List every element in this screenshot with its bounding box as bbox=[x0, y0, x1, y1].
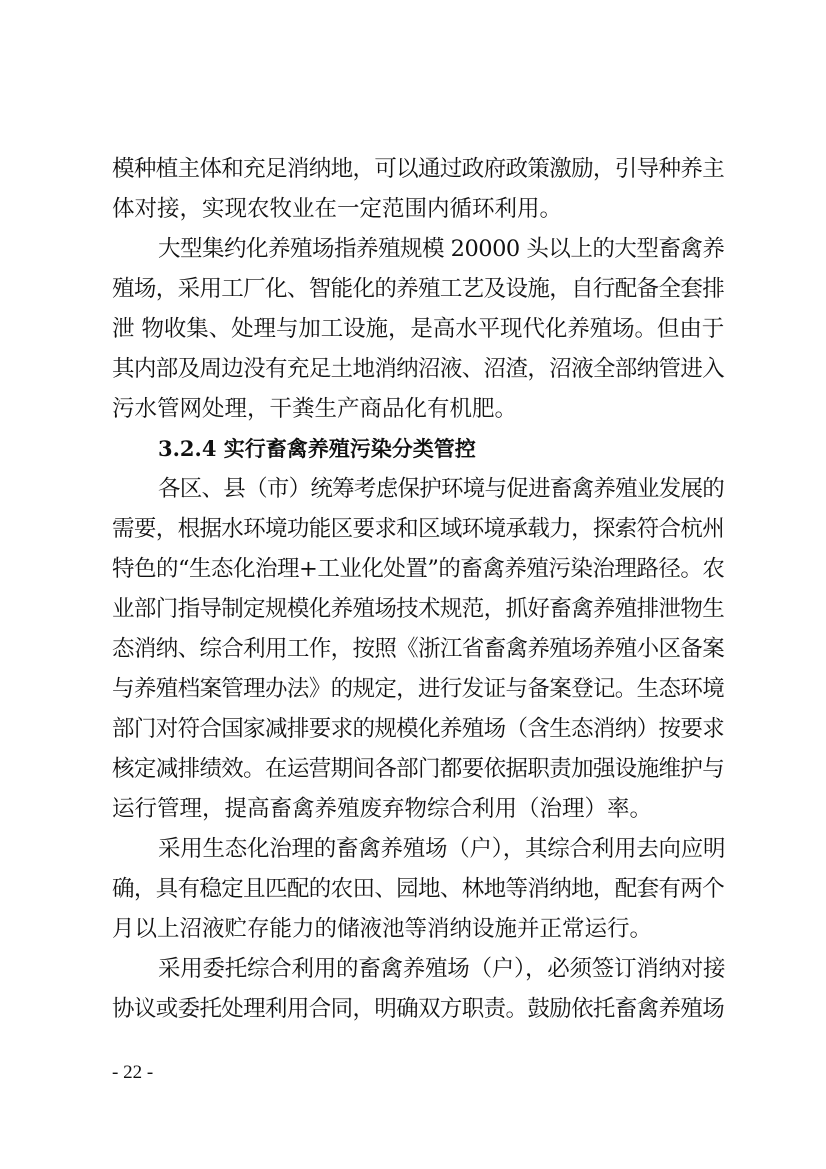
paragraph-4-line-2: 确，具有稳定且匹配的农田、园地、林地等消纳地，配套有两个 bbox=[112, 876, 724, 902]
paragraph-3-line-5: 态消纳、综合利用工作，按照《浙江省畜禽养殖场养殖小区备案 bbox=[112, 636, 724, 662]
paragraph-3-line-7: 部门对符合国家减排要求的规模化养殖场（含生态消纳）按要求 bbox=[112, 716, 724, 742]
page-number: - 22 - bbox=[112, 1062, 154, 1083]
paragraph-1-line-2: 体对接，实现农牧业在一定范围内循环利用。 bbox=[112, 196, 563, 222]
paragraph-2-line-2: 殖场，采用工厂化、智能化的养殖工艺及设施，自行配备全套排 bbox=[112, 276, 724, 302]
paragraph-2-line-5: 污水管网处理，干粪生产商品化有机肥。 bbox=[112, 396, 518, 422]
paragraph-3-line-3: 特色的“生态化治理+工业化处置”的畜禽养殖污染治理路径。农 bbox=[112, 556, 725, 582]
paragraph-5-line-2: 协议或委托处理利用合同，明确双方职责。鼓励依托畜禽养殖场 bbox=[112, 996, 724, 1022]
paragraph-5-line-1: 采用委托综合利用的畜禽养殖场（户），必须签订消纳对接 bbox=[158, 956, 726, 982]
paragraph-4-line-3: 月以上沼液贮存能力的储液池等消纳设施并正常运行。 bbox=[112, 916, 653, 942]
paragraph-2-line-4: 其内部及周边没有充足土地消纳沼液、沼渣，沼液全部纳管进入 bbox=[112, 356, 724, 382]
paragraph-2-line-1: 大型集约化养殖场指养殖规模 20000 头以上的大型畜禽养 bbox=[158, 236, 725, 262]
paragraph-3-line-2: 需要，根据水环境功能区要求和区域环境承载力，探索符合杭州 bbox=[112, 516, 724, 542]
paragraph-3-line-1: 各区、县（市）统筹考虑保护环境与促进畜禽养殖业发展的 bbox=[158, 476, 724, 502]
paragraph-3-line-8: 核定减排绩效。在运营期间各部门都要依据职责加强设施维护与 bbox=[112, 756, 724, 782]
section-heading: 3.2.4 实行畜禽养殖污染分类管控 bbox=[158, 436, 476, 461]
paragraph-3-line-9: 运行管理，提高畜禽养殖废弃物综合利用（治理）率。 bbox=[112, 796, 653, 822]
paragraph-3-line-6: 与养殖档案管理办法》的规定，进行发证与备案登记。生态环境 bbox=[112, 676, 724, 702]
paragraph-4-line-1: 采用生态化治理的畜禽养殖场（户），其综合利用去向应明 bbox=[158, 836, 726, 862]
paragraph-3-line-4: 业部门指导制定规模化养殖场技术规范，抓好畜禽养殖排泄物生 bbox=[112, 596, 724, 622]
paragraph-1-line-1: 模种植主体和充足消纳地，可以通过政府政策激励，引导种养主 bbox=[112, 156, 724, 182]
paragraph-2-line-3: 泄 物收集、处理与加工设施，是高水平现代化养殖场。但由于 bbox=[112, 316, 724, 342]
